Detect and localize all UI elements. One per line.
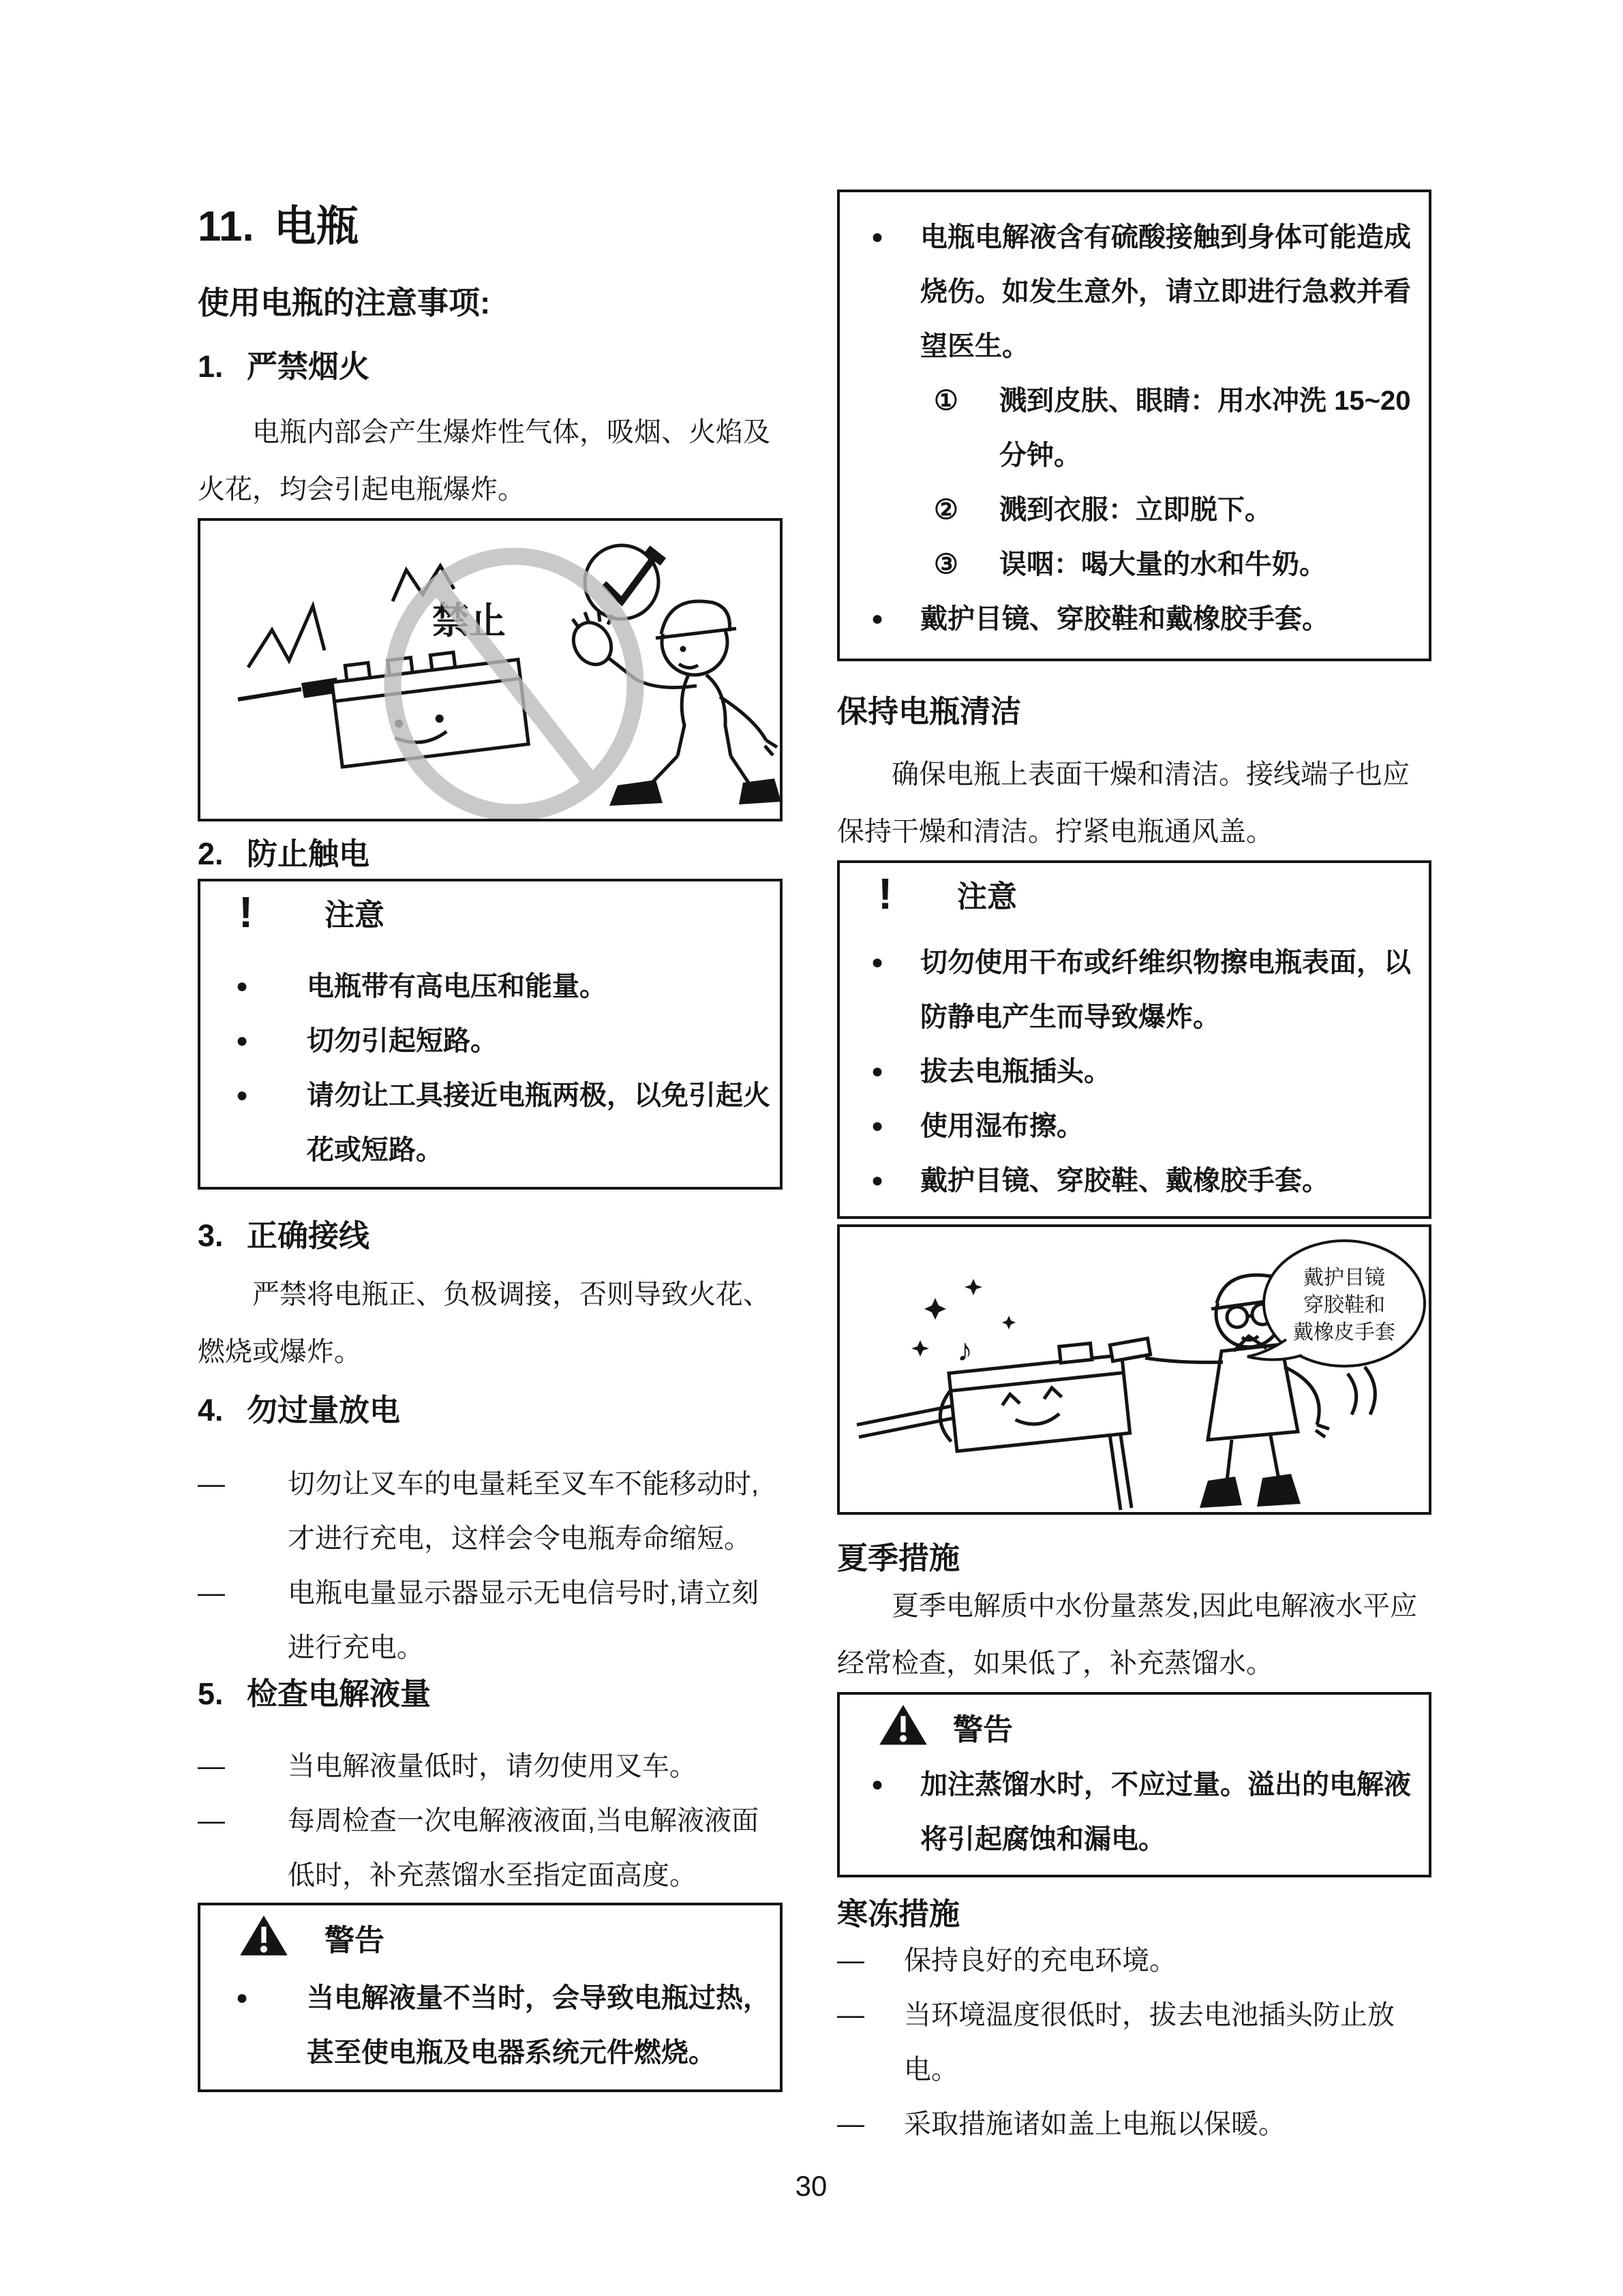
section-5-heading — [198, 1675, 783, 1713]
section-4-title: 勿过量放电 — [247, 1393, 401, 1428]
bullet-icon: ● — [236, 1084, 249, 1106]
list-item — [840, 1044, 1429, 1099]
bullet-icon: ● — [236, 1987, 249, 2009]
dash-icon: — — [837, 1946, 864, 1976]
section-2-number: 2. — [198, 836, 224, 871]
warning-header — [200, 1905, 780, 1961]
bullet-icon: ● — [871, 1115, 884, 1137]
battery-cleaning-drawing — [840, 1227, 1429, 1512]
keep-clean-paragraph: 确保电瓶上表面干燥和清洁。接线端子也应保持干燥和清洁。拧紧电瓶通风盖。 — [837, 759, 1410, 847]
step-number: ② — [934, 495, 958, 525]
list-item-text: 切勿使用干布或纤维织物擦电瓶表面，以防静电产生而导致爆炸。 — [920, 948, 1411, 1032]
list-item — [837, 2097, 1431, 2151]
step-number: ① — [934, 386, 958, 416]
list-item-text: 当环境温度很低时，拔去电池插头防止放电。 — [904, 2000, 1395, 2085]
exclamation-icon: ! — [239, 888, 254, 937]
sparkle-icons — [911, 1279, 1016, 1368]
section-5-number: 5. — [198, 1676, 224, 1711]
welding-torch-icon — [238, 678, 339, 699]
warning-title: 警告 — [953, 1713, 1013, 1747]
chapter-number: 11. — [198, 203, 254, 250]
list-item — [200, 1971, 780, 2080]
list-item-text: 每周检查一次电解液液面,当电解液液面低时，补充蒸馏水至指定面高度。 — [288, 1806, 759, 1890]
list-item — [840, 935, 1429, 1044]
list-item-text: 请勿让工具接近电瓶两极，以免引起火花或短路。 — [307, 1081, 770, 1165]
step-number: ③ — [934, 549, 958, 579]
caution-box-shock — [198, 879, 783, 1190]
list-item-text: 电瓶带有高电压和能量。 — [307, 971, 607, 1001]
exclamation-icon: ! — [878, 869, 893, 918]
section-4-heading — [198, 1391, 783, 1430]
list-item-text: 采取措施诸如盖上电瓶以保暖。 — [904, 2109, 1286, 2139]
chapter-title-text: 电瓶 — [274, 203, 359, 250]
section-2-title: 防止触电 — [247, 836, 370, 871]
speech-line: 戴橡皮手套 — [1293, 1321, 1395, 1344]
list-item — [934, 483, 1429, 537]
list-item — [198, 1566, 783, 1675]
speech-line: 穿胶鞋和 — [1303, 1294, 1385, 1316]
bullet-icon: ● — [871, 1060, 884, 1083]
section-3-title: 正确接线 — [247, 1218, 370, 1253]
dash-icon: — — [198, 1751, 225, 1781]
list-item-text: 电瓶电量显示器显示无电信号时,请立刻进行充电。 — [288, 1578, 759, 1663]
dash-icon: — — [198, 1806, 225, 1836]
list-item — [200, 1014, 780, 1068]
list-item — [837, 1988, 1431, 2097]
section-1-heading — [198, 348, 783, 386]
list-item-text: 切勿引起短路。 — [307, 1026, 498, 1056]
spark-icon — [248, 566, 454, 667]
list-item — [200, 1068, 780, 1177]
list-item-text: 溅到衣服：立即脱下。 — [999, 495, 1272, 525]
list-item-text: 保持良好的充电环境。 — [904, 1946, 1177, 1976]
list-item — [840, 1757, 1429, 1867]
bullet-icon: ● — [236, 1029, 249, 1052]
battery-cleaning-illustration — [837, 1224, 1431, 1515]
list-item — [198, 1794, 783, 1903]
section-3-number: 3. — [198, 1218, 224, 1253]
left-column — [198, 0, 783, 2092]
list-item — [837, 1933, 1431, 1988]
summer-paragraph: 夏季电解质中水份量蒸发,因此电解液水平应经常检查，如果低了，补充蒸馏水。 — [837, 1591, 1418, 1678]
keep-clean-heading: 保持电瓶清洁 — [837, 694, 1022, 729]
bullet-icon: ● — [871, 607, 884, 630]
dash-icon: — — [837, 2109, 864, 2139]
list-item — [198, 1457, 783, 1566]
list-item — [934, 374, 1429, 483]
dash-icon: — — [198, 1469, 225, 1499]
section-5-title: 检查电解液量 — [247, 1676, 431, 1711]
bullet-icon: ● — [871, 226, 884, 248]
warning-header — [840, 1695, 1429, 1751]
speech-line: 戴护目镜 — [1303, 1267, 1385, 1289]
dash-icon: — — [837, 2000, 864, 2030]
chapter-title — [198, 203, 783, 251]
section-4-number: 4. — [198, 1393, 224, 1428]
section-1-title: 严禁烟火 — [247, 349, 370, 384]
list-item — [934, 537, 1429, 592]
ban-label: 禁止 — [432, 601, 506, 641]
list-item-text: 溅到皮肤、眼睛：用水冲洗 15~20 分钟。 — [999, 386, 1411, 470]
speech-bubble — [1247, 1241, 1425, 1366]
right-column — [837, 0, 1431, 2151]
list-item — [198, 1739, 783, 1794]
music-note-icon: ♪ — [957, 1332, 973, 1368]
winter-heading: 寒冻措施 — [837, 1897, 960, 1931]
bullet-icon: ● — [871, 1773, 884, 1796]
warning-title: 警告 — [324, 1924, 384, 1957]
no-smoking-illustration — [198, 518, 783, 821]
bullet-icon: ● — [871, 1169, 884, 1192]
list-item — [840, 210, 1429, 374]
list-item-text: 当电解液量不当时，会导致电瓶过热，甚至使电瓶及电器系统元件燃烧。 — [307, 1983, 770, 2068]
no-smoking-drawing — [200, 521, 780, 819]
dash-icon: — — [198, 1578, 225, 1608]
warning-box-electrolyte — [198, 1903, 783, 2092]
list-item-text: 拔去电瓶插头。 — [920, 1057, 1111, 1087]
section-1-paragraph: 电瓶内部会产生爆炸性气体，吸烟、火焰及火花，均会引起电瓶爆炸。 — [198, 417, 770, 504]
usage-notes-heading: 使用电瓶的注意事项: — [198, 285, 491, 320]
list-item-text: 戴护目镜、穿胶鞋、戴橡胶手套。 — [920, 1166, 1329, 1196]
section-3-heading — [198, 1217, 783, 1255]
caution-header — [840, 863, 1429, 916]
list-item — [840, 1153, 1429, 1208]
list-item-text: 戴护目镜、穿胶鞋和戴橡胶手套。 — [920, 604, 1329, 634]
warning-box-distilled-water — [837, 1692, 1431, 1877]
caution-header — [200, 881, 780, 935]
summer-heading: 夏季措施 — [837, 1541, 960, 1575]
section-1-number: 1. — [198, 349, 224, 384]
warning-triangle-icon — [878, 1704, 953, 1751]
section-3-paragraph: 严禁将电瓶正、负极调接，否则导致火花、燃烧或爆炸。 — [198, 1280, 770, 1367]
list-item — [840, 1099, 1429, 1153]
page-number: 30 — [795, 2170, 828, 2202]
list-item-text: 使用湿布擦。 — [920, 1111, 1084, 1141]
caution-title: 注意 — [324, 898, 384, 932]
list-item — [200, 959, 780, 1014]
acid-safety-box — [837, 190, 1431, 661]
list-item-text: 加注蒸馏水时，不应过量。溢出的电解液将引起腐蚀和漏电。 — [920, 1770, 1411, 1854]
section-2-heading — [198, 835, 783, 873]
list-item — [840, 592, 1429, 646]
list-item-text: 切勿让叉车的电量耗至叉车不能移动时,才进行充电，这样会令电瓶寿命缩短。 — [288, 1469, 759, 1554]
list-item-text: 误咽：喝大量的水和牛奶。 — [999, 549, 1326, 579]
bullet-icon: ● — [236, 975, 249, 997]
warning-triangle-icon — [239, 1914, 324, 1961]
list-item-text: 当电解液量低时，请勿使用叉车。 — [288, 1751, 697, 1781]
first-aid-steps — [934, 374, 1429, 592]
list-item-text: 电瓶电解液含有硫酸接触到身体可能造成烧伤。如发生意外，请立即进行急救并看望医生。 — [920, 222, 1411, 361]
caution-title: 注意 — [957, 880, 1017, 913]
bullet-icon: ● — [871, 951, 884, 973]
caution-box-clean — [837, 860, 1431, 1219]
